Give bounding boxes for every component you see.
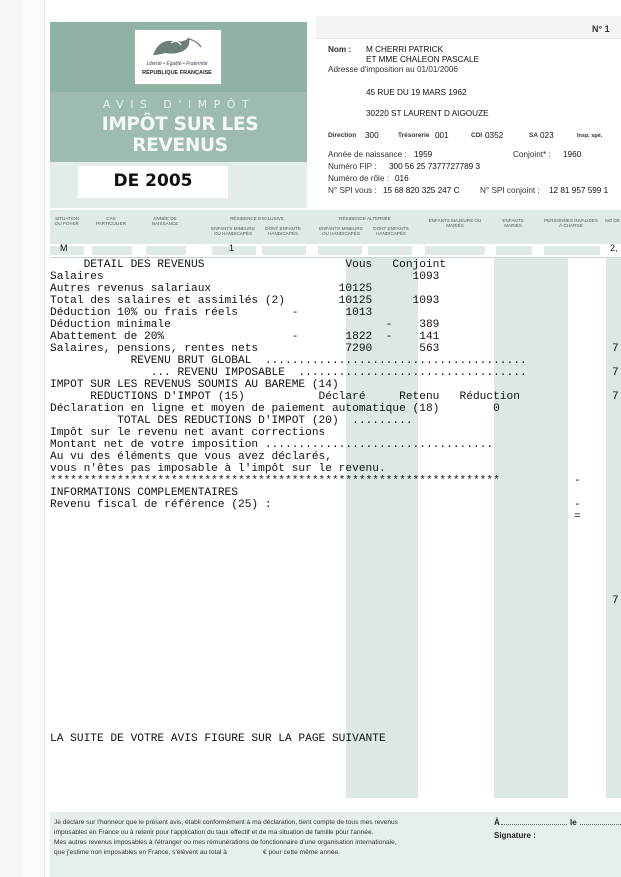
marianne-logo-icon <box>145 33 209 59</box>
conjoint-label: Conjoint* : <box>513 150 551 159</box>
role-label: Numéro de rôle : <box>328 174 389 183</box>
detail-line: DETAIL DES REVENUS Vous Conjoint <box>50 259 447 271</box>
date-label: le <box>570 818 577 827</box>
detail-line: TOTAL DES REDUCTIONS D'IMPOT (20) ......... <box>50 415 413 427</box>
declaration-text <box>54 818 474 858</box>
band-residence-excl: RÉSIDENCE EXCLUSIVE <box>230 216 284 221</box>
direction-value: 300 <box>365 131 379 140</box>
declaration-line: Je déclare sur l'honneur que le présent avis, établi conformément à ma déclaration, tient compte de tous mes revenus <box>54 819 398 826</box>
spi-conjoint-value: 12 81 957 599 1 <box>549 186 609 195</box>
band-cell <box>262 246 306 255</box>
enfants-value: 1 <box>229 243 235 253</box>
sa-value: 023 <box>540 131 554 140</box>
band-cell <box>146 246 186 255</box>
band-cell <box>318 246 362 255</box>
logo-motto: Liberté • Égalité • Fraternité <box>146 61 208 67</box>
nom-line2: ET MME CHALEON PASCALE <box>366 55 479 64</box>
birth-value: 1959 <box>414 150 433 159</box>
column-stripe-edge <box>606 258 621 798</box>
page-left-edge <box>0 0 23 877</box>
right-dash-total: - <box>574 475 581 487</box>
band-cell <box>496 246 532 255</box>
tax-year: DE 2005 <box>113 171 193 191</box>
spi-vous-label: N° SPI vous : <box>328 186 377 195</box>
detail-line: Total des salaires et assimilés (2) 10125 1093 <box>50 295 440 307</box>
detail-line: ... REVENU IMPOSABLE .................................. <box>50 367 527 379</box>
band-maries: ENFANTS MARIÉS <box>502 218 524 228</box>
cdi-label: CDI <box>471 132 483 139</box>
right-value-imposable: 7 <box>612 391 619 403</box>
declaration-total-suffix: € pour cette même année. <box>262 849 340 856</box>
document-title: IMPÔT SUR LES REVENUS <box>101 114 259 156</box>
direction-label: Direction <box>328 132 357 139</box>
signature-label: Signature : <box>494 831 536 840</box>
detail-line: REDUCTIONS D'IMPOT (15) Déclaré Retenu Réduction <box>50 391 520 403</box>
band-excl-handicapes: DONT ENFANTS HANDICAPÉS <box>265 226 301 236</box>
right-value-brut: 7 <box>612 367 619 379</box>
band-right-value: 2, <box>610 243 618 253</box>
band-excl-enfants: ENFANTS MINEURS OU HANDICAPÉS <box>211 226 255 236</box>
suite-notice: LA SUITE DE VOTRE AVIS FIGURE SUR LA PAGE SUIVANTE <box>50 733 386 745</box>
detail-line: Impôt sur le revenu net avant corrections <box>50 427 326 439</box>
fip-label: Numéro FIP : <box>328 162 377 171</box>
band-cell <box>92 246 132 255</box>
band-invalides: PERSONNES INVALIDES À CHARGE <box>544 218 598 228</box>
avis-impot-label: AVIS D'IMPÔT <box>102 98 256 111</box>
detail-line: Déduction minimale - 389 <box>50 319 440 331</box>
detail-line: INFORMATIONS COMPLEMENTAIRES <box>50 487 238 499</box>
cdi-value: 0352 <box>485 131 504 140</box>
detail-line: Autres revenus salariaux 10125 <box>50 283 373 295</box>
declaration-line: imposables en France ou à retenir pour l'application du taux effectif et de ma situation de famille pour l'année. <box>54 829 374 836</box>
situation-value: M <box>60 243 68 253</box>
band-alt-handicapes: DONT ENFANTS HANDICAPÉS <box>373 226 409 236</box>
detail-line: Salaires, pensions, rentes nets 7290 563 <box>50 343 440 355</box>
nom-line1: M CHERRI PATRICK <box>366 45 444 54</box>
fip-value: 300 56 25 7377727789 3 <box>389 162 481 171</box>
sa-label: SA <box>529 132 539 139</box>
band-situation: SITUATION DU FOYER <box>54 216 80 226</box>
band-cell <box>544 246 600 255</box>
conjoint-value: 1960 <box>563 150 582 159</box>
band-alt-enfants: ENFANTS MINEURS OU HANDICAPÉS <box>319 226 363 236</box>
tresorerie-value: 001 <box>435 131 449 140</box>
declaration-total-label: que j'estime non imposables en France, s'élèvent au total à <box>54 849 227 856</box>
spi-vous-value: 15 68 820 325 247 C <box>383 186 460 195</box>
detail-line: REVENU BRUT GLOBAL ....................................... <box>50 355 527 367</box>
band-cell <box>368 246 412 255</box>
detail-line: Déclaration en ligne et moyen de paiement automatique (18) 0 <box>50 403 500 415</box>
logo-republic: RÉPUBLIQUE FRANÇAISE <box>142 70 212 76</box>
detail-line: vous n'êtes pas imposable à l'impôt sur le revenu. <box>50 463 386 475</box>
spi-conjoint-label: N° SPI conjoint : <box>480 186 540 195</box>
address-line2: 30220 ST LAURENT D AIGOUZE <box>366 109 489 118</box>
detail-line: Montant net de votre imposition .................................. <box>50 439 494 451</box>
declaration-line: Mes autres revenus imposables à l'étranger ou mes rémunérations de fonctionnaire d'une organisation internationale, <box>54 839 397 846</box>
detail-line: Abattement de 20% - 1822 - 141 <box>50 331 440 343</box>
detail-line: IMPOT SUR LES REVENUS SOUMIS AU BAREME (14) <box>50 379 339 391</box>
band-residence-alt: RÉSIDENCE ALTERNÉE <box>339 216 391 221</box>
band-no: NO DE <box>605 218 620 223</box>
insp-label: Insp. spé. <box>577 133 603 139</box>
detail-line: Salaires 1093 <box>50 271 440 283</box>
address-label: Adresse d'imposition au 01/01/2006 <box>328 65 458 74</box>
right-dash-net: - <box>574 499 581 511</box>
role-value: 016 <box>395 174 409 183</box>
declaration-line <box>54 848 474 858</box>
tresorerie-label: Trésorerie <box>398 132 430 139</box>
band-cas: CAS PARTICULIER <box>96 216 126 226</box>
band-majeurs: ENFANTS MAJEURS OU MARIÉS <box>428 218 482 228</box>
page-left-edge-inner <box>22 0 45 877</box>
detail-line: Déduction 10% ou frais réels - 1013 <box>50 307 373 319</box>
detail-line: Au vu des éléments que vous avez déclarés, <box>50 451 332 463</box>
right-value-fiscal: 7 <box>612 595 619 607</box>
place-field[interactable] <box>501 824 567 825</box>
band-annee: ANNÉE DE NAISSANCE <box>151 216 179 226</box>
birth-label: Année de naissance : <box>328 150 407 159</box>
detail-line: ******************************************************************* <box>50 475 500 487</box>
right-equals-montant: = <box>574 511 581 523</box>
detail-line: Revenu fiscal de référence (25) : <box>50 499 272 511</box>
date-field[interactable] <box>580 824 621 825</box>
nom-label: Nom : <box>328 45 352 54</box>
address-line1: 45 RUE DU 19 MARS 1962 <box>366 88 467 97</box>
revenue-detail <box>50 259 527 511</box>
right-value-nets: 7 <box>612 343 619 355</box>
place-label: À <box>494 818 500 827</box>
band-cell <box>425 246 485 255</box>
document-number: N° 1 <box>592 24 610 34</box>
top-strip <box>316 16 621 39</box>
